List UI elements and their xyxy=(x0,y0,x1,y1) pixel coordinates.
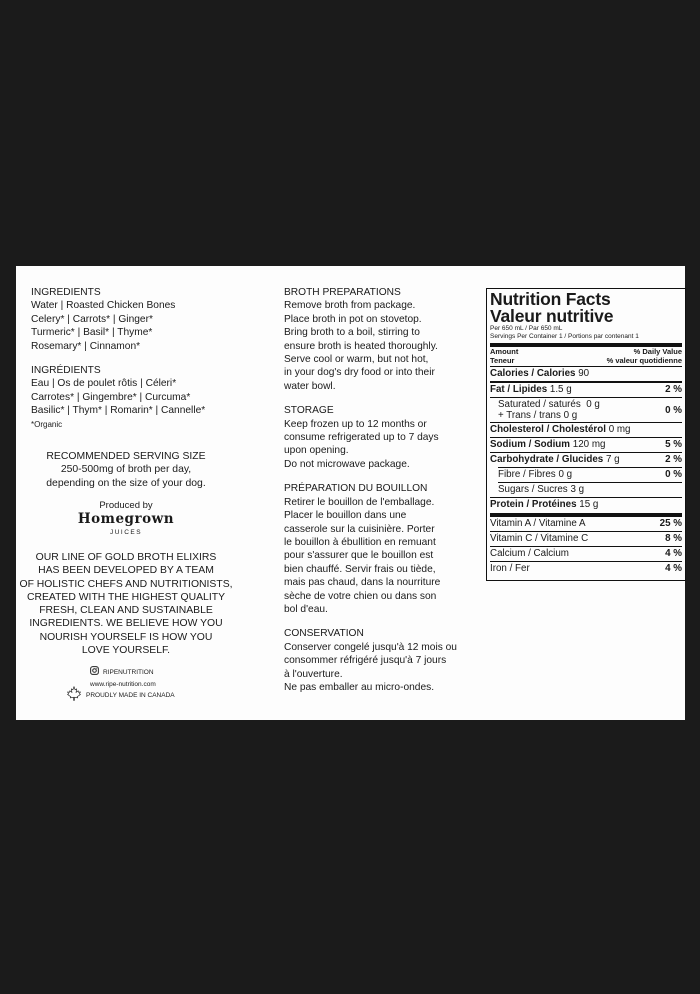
carb-row xyxy=(490,453,682,467)
broth-fr-line: pour s'assurer que le bouillon est xyxy=(284,550,434,562)
storage-line: consume refrigerated up to 7 days xyxy=(284,432,439,444)
fat-value: 1.5 g xyxy=(549,384,572,395)
fibre-row xyxy=(490,468,682,482)
broth-fr-heading: PRÉPARATION DU BOUILLON xyxy=(284,483,428,495)
vitamin-a-label: Vitamin A / Vitamine A xyxy=(490,518,586,529)
storage-fr-line: consommer réfrigéré jusqu'à 7 jours xyxy=(284,655,447,667)
sugars-value: 3 g xyxy=(570,484,585,495)
maple-leaf-icon xyxy=(66,686,82,705)
broth-line: Serve cool or warm, but not hot, xyxy=(284,354,429,366)
fat-row xyxy=(490,383,682,397)
ingredients-fr-line: Carrotes* | Gingembre* | Curcuma* xyxy=(31,391,191,403)
carb-value: 7 g xyxy=(605,454,620,465)
protein-row xyxy=(490,498,682,512)
amount-label: Amount xyxy=(490,347,519,356)
storage-fr-heading: CONSERVATION xyxy=(284,628,364,640)
mission-block xyxy=(16,551,236,657)
broth-fr-line: Retirer le bouillon de l'emballage. xyxy=(284,496,435,508)
mission-line: OUR LINE OF GOLD BROTH ELIXIRS xyxy=(35,552,217,563)
mission-line: CREATED WITH THE HIGHEST QUALITY xyxy=(26,591,226,603)
sat-label: Saturated / saturés xyxy=(498,399,581,410)
storage-line: upon opening. xyxy=(284,445,349,457)
ingredients-line: Celery* | Carrots* | Ginger* xyxy=(31,313,153,325)
mission-line: OF HOLISTIC CHEFS AND NUTRITIONISTS, xyxy=(19,578,233,590)
vitamin-a-pct: 25 % xyxy=(659,518,682,529)
broth-line: water bowl. xyxy=(284,380,336,392)
fibre-pct: 0 % xyxy=(665,469,682,480)
broth-fr-line: casserole sur la cuisinière. Porter xyxy=(284,523,435,535)
mission-line: LOVE YOURSELF. xyxy=(81,645,171,657)
broth-fr-line: sèche de votre chien ou dans son xyxy=(284,590,437,602)
calcium-row xyxy=(490,547,682,561)
sodium-label: Sodium / Sodium xyxy=(490,439,571,450)
calcium-label: Calcium / Calcium xyxy=(490,548,569,559)
fibre-label: Fibre / Fibres xyxy=(498,469,556,480)
trans-value: 0 g xyxy=(563,410,578,421)
broth-fr-line: bien chauffé. Servir frais ou tiède, xyxy=(284,563,436,575)
ingredients-fr-line: Basilic* | Thym* | Romarin* | Cannelle* xyxy=(31,405,206,417)
broth-line: Place broth in pot on stovetop. xyxy=(284,313,422,325)
chol-value: 0 mg xyxy=(608,424,631,435)
nutrition-facts-table xyxy=(486,288,686,581)
teneur-header xyxy=(490,357,682,366)
produced-by-text: Produced by xyxy=(99,500,153,511)
storage-fr-line: à l'ouverture. xyxy=(284,668,343,680)
sugars-row xyxy=(490,483,682,497)
broth-heading: BROTH PREPARATIONS xyxy=(284,287,401,298)
product-label xyxy=(16,266,685,720)
brand-block xyxy=(16,500,236,539)
middle-column xyxy=(284,286,484,694)
mission-line: HAS BEEN DEVELOPED BY A TEAM xyxy=(38,565,214,577)
iron-row xyxy=(490,562,682,576)
fat-label: Fat / Lipides xyxy=(490,384,548,395)
vitamin-a-row xyxy=(490,517,682,531)
left-column xyxy=(31,286,216,431)
calories-value: 90 xyxy=(578,368,590,379)
ingredients-line: Water | Roasted Chicken Bones xyxy=(31,300,176,312)
protein-label: Protein / Protéines xyxy=(490,499,577,510)
carb-pct: 2 % xyxy=(665,454,682,465)
brand-sub: JUICES xyxy=(109,529,143,536)
fat-pct: 2 % xyxy=(665,384,682,395)
broth-line: Remove broth from package. xyxy=(284,300,416,312)
nutrition-title-en: Nutrition Facts xyxy=(490,289,611,309)
teneur-label: Teneur xyxy=(490,355,515,365)
storage-line: Keep frozen up to 12 months or xyxy=(284,418,427,430)
ingredients-line: Rosemary* | Cinnamon* xyxy=(31,340,141,352)
broth-line: ensure broth is heated thoroughly. xyxy=(284,340,438,352)
broth-fr-line: le bouillon à ébullition en remuant xyxy=(284,536,436,548)
storage-fr-line: Conserver congelé jusqu'à 12 mois ou xyxy=(284,641,457,653)
carb-label: Carbohydrate / Glucides xyxy=(490,454,604,465)
iron-label: Iron / Fer xyxy=(490,563,530,574)
sodium-pct: 5 % xyxy=(665,439,682,450)
storage-fr-line: Ne pas emballer au micro-ondes. xyxy=(284,681,435,693)
sat-value: 0 g xyxy=(586,399,600,410)
organic-note: *Organic xyxy=(31,419,63,429)
serving-block xyxy=(16,450,236,490)
broth-fr-line: bol d'eau. xyxy=(284,603,328,615)
calcium-pct: 4 % xyxy=(665,548,682,559)
calories-label: Calories / Calories xyxy=(490,368,576,379)
mission-line: FRESH, CLEAN AND SUSTAINABLE xyxy=(39,605,213,617)
ingredients-line: Turmeric* | Basil* | Thyme* xyxy=(31,327,153,339)
daily-value-label: % Daily Value xyxy=(633,347,682,356)
broth-fr-line: Placer le bouillon dans une xyxy=(284,510,407,522)
instagram-icon xyxy=(90,666,99,679)
storage-line: Do not microwave package. xyxy=(284,458,410,470)
servings-per-container: Servings Per Container 1 / Portions par contenant 1 xyxy=(490,333,639,340)
mission-line: NOURISH YOURSELF IS HOW YOU xyxy=(39,631,213,643)
mission-line: INGREDIENTS. WE BELIEVE HOW YOU xyxy=(29,618,223,630)
serving-heading: RECOMMENDED SERVING SIZE xyxy=(46,451,206,462)
cholesterol-row xyxy=(490,423,682,437)
valeur-quotidienne-label: % valeur quotidienne xyxy=(606,355,682,365)
sat-trans-row xyxy=(490,398,682,422)
broth-line: Bring broth to a boil, stirring to xyxy=(284,327,420,339)
iron-pct: 4 % xyxy=(665,563,682,574)
serving-line: 250-500mg of broth per day, xyxy=(60,464,192,476)
broth-line: in your dog's dry food or into their xyxy=(284,367,435,379)
serving-line: depending on the size of your dog. xyxy=(46,477,206,489)
ingredients-heading: INGREDIENTS xyxy=(31,287,101,298)
serving-size: Per 650 mL / Par 650 mL xyxy=(490,325,563,332)
storage-heading: STORAGE xyxy=(284,405,334,417)
vitamin-c-label: Vitamin C / Vitamine C xyxy=(490,533,589,544)
sat-trans-pct: 0 % xyxy=(665,404,682,416)
footer-block xyxy=(66,666,175,705)
fibre-value: 0 g xyxy=(558,469,573,480)
made-in-canada: PROUDLY MADE IN CANADA xyxy=(86,692,175,699)
calories-row xyxy=(490,367,682,381)
sodium-value: 120 mg xyxy=(572,439,606,450)
protein-value: 15 g xyxy=(579,499,599,510)
chol-label: Cholesterol / Cholestérol xyxy=(490,424,606,435)
sugars-label: Sugars / Sucres xyxy=(498,484,568,495)
vitamin-c-row xyxy=(490,532,682,546)
ingredients-fr-line: Eau | Os de poulet rôtis | Céleri* xyxy=(31,378,177,390)
instagram-handle: RIPENUTRITION xyxy=(103,669,154,676)
trans-label: + Trans / trans xyxy=(498,410,561,421)
nutrition-title-fr: Valeur nutritive xyxy=(490,306,614,326)
sodium-row xyxy=(490,438,682,452)
brand-logo: Homegrown xyxy=(77,511,175,527)
instagram-row xyxy=(66,666,175,679)
vitamin-c-pct: 8 % xyxy=(665,533,682,544)
website-url: www.ripe-nutrition.com xyxy=(90,681,156,688)
ingredients-fr-heading: INGRÉDIENTS xyxy=(31,365,101,377)
broth-fr-line: mais pas chaud, dans la nourriture xyxy=(284,577,441,589)
